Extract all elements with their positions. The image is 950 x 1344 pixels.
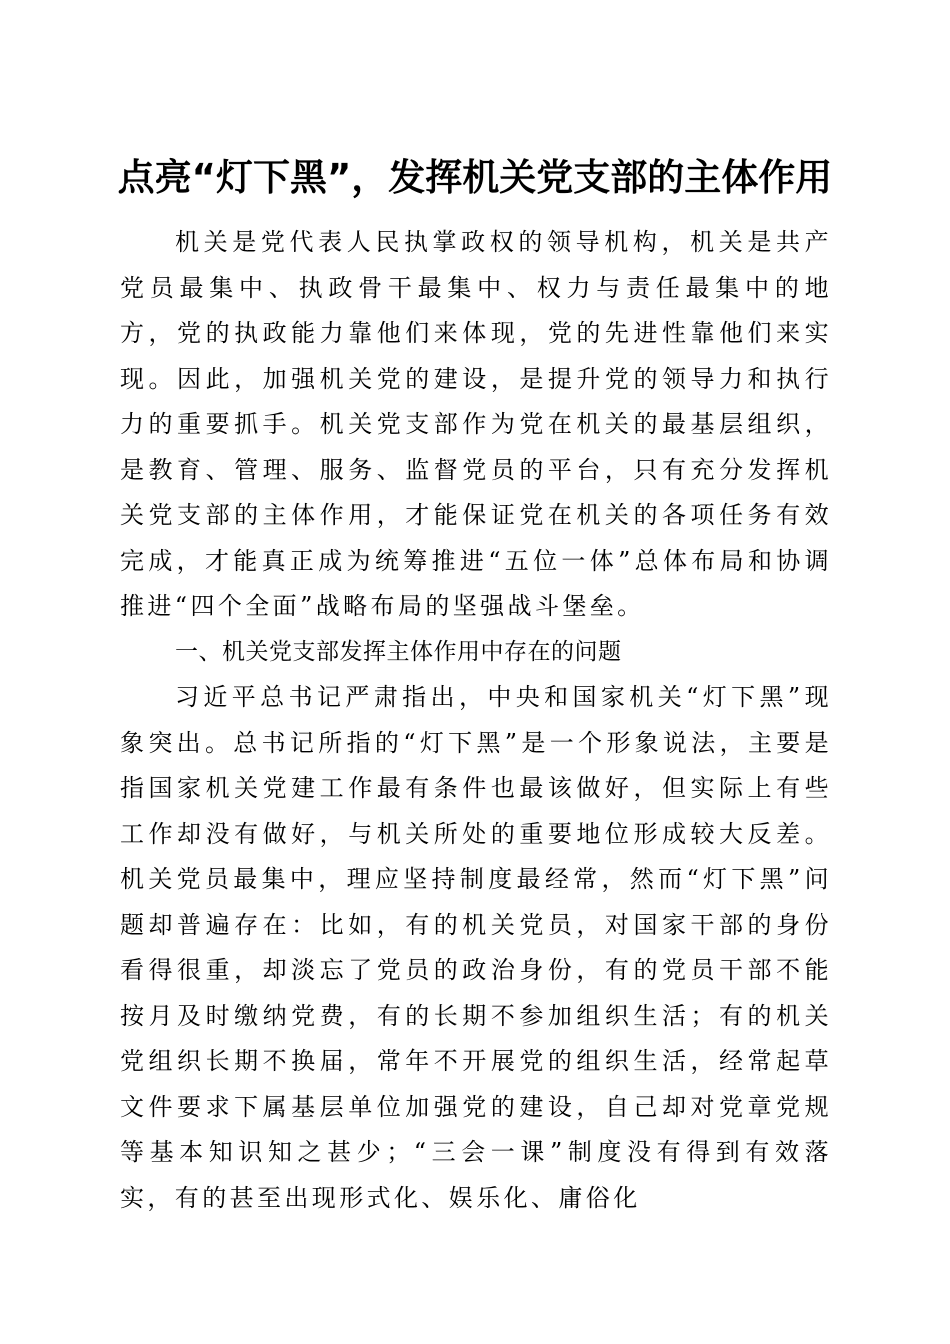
document-body xyxy=(120,220,832,1221)
document-title: 点亮“灯下黑”，发挥机关党支部的主体作用 xyxy=(117,156,833,199)
intro-paragraph: 机关是党代表人民执掌政权的领导机构，机关是共产党员最集中、执政骨干最集中、权力与责任最集中的地方，党的执政能力靠他们来体现，党的先进性靠他们来实现。因此，加强机关党的建设，是提升党的领导力和执行力的重要抓手。机关党支部作为党在机关的最基层组织，是教育、管理、服务、监督党员的平台，只有充分发挥机关党支部的主体作用，才能保证党在机关的各项任务有效完成，才能真正成为统筹推进“五位一体”总体布局和协调推进“四个全面”战略布局的坚强战斗堡垒。 xyxy=(120,228,832,620)
section-heading: 一、机关党支部发挥主体作用中存在的问题 xyxy=(175,638,622,665)
section-paragraph: 习近平总书记严肃指出，中央和国家机关“灯下黑”现象突出。总书记所指的“灯下黑”是一个形象说法，主要是指国家机关党建工作最有条件也最该做好，但实际上有些工作却没有做好，与机关所处的重要地位形成较大反差。机关党员最集中，理应坚持制度最经常，然而“灯下黑”问题却普遍存在：比如，有的机关党员，对国家干部的身份看得很重，却淡忘了党员的政治身份，有的党员干部不能按月及时缴纳党费，有的长期不参加组织生活；有的机关党组织长期不换届，常年不开展党的组织生活，经常起草文件要求下属基层单位加强党的建设，自己却对党章党规等基本知识知之甚少；“三会一课”制度没有得到有效落实，有的甚至出现形式化、娱乐化、庸俗化 xyxy=(120,683,832,1212)
